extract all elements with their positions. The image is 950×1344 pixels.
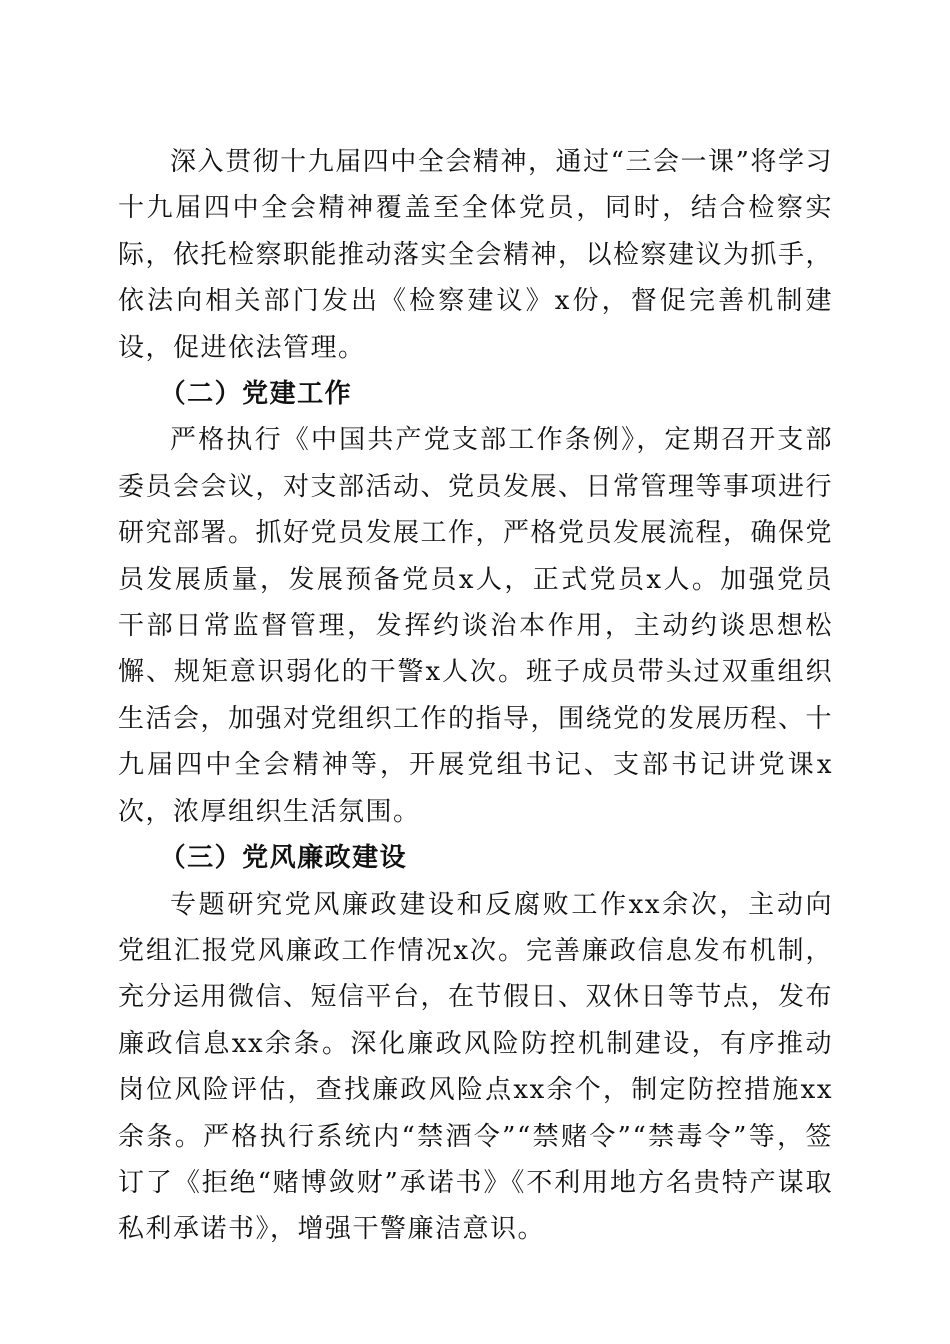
section-heading-party-building: （二）党建工作 <box>159 379 353 410</box>
paragraph-integrity: 专题研究党风廉政建设和反腐败工作xx余次，主动向党组汇报党风廉政工作情况x次。完善廉政信息发布机制，充分运用微信、短信平台，在节假日、双休日等节点，发布廉政信息xx余条。深化廉政风险防控机制建设，有序推动岗位风险评估，查找廉政风险点xx余个，制定防控措施xx余条。严格执行系统内“禁酒令”“禁赌令”“禁毒令”等，签订了《拒绝“赌博敛财”承诺书》《不利用地方名贵特产谋取私利承诺书》，增强干警廉洁意识。 <box>118 889 834 1245</box>
document-body <box>118 139 833 1253</box>
section-heading-integrity: （三）党风廉政建设 <box>159 843 408 874</box>
paragraph-party-building: 严格执行《中国共产党支部工作条例》，定期召开支部委员会会议，对支部活动、党员发展、日常管理等事项进行研究部署。抓好党员发展工作，严格党员发展流程，确保党员发展质量，发展预备党员x人，正式党员x人。加强党员干部日常监督管理，发挥约谈治本作用，主动约谈思想松懈、规矩意识弱化的干警x人次。班子成员带头过双重组织生活会，加强对党组织工作的指导，围绕党的发展历程、十九届四中全会精神等，开展党组书记、支部书记讲党课x次，浓厚组织生活氛围。 <box>118 425 834 827</box>
paragraph-study-plenary: 深入贯彻十九届四中全会精神，通过“三会一课”将学习十九届四中全会精神覆盖至全体党员，同时，结合检察实际，依托检察职能推动落实全会精神，以检察建议为抓手，依法向相关部门发出《检察建议》x份，督促完善机制建设，促进依法管理。 <box>118 147 834 363</box>
